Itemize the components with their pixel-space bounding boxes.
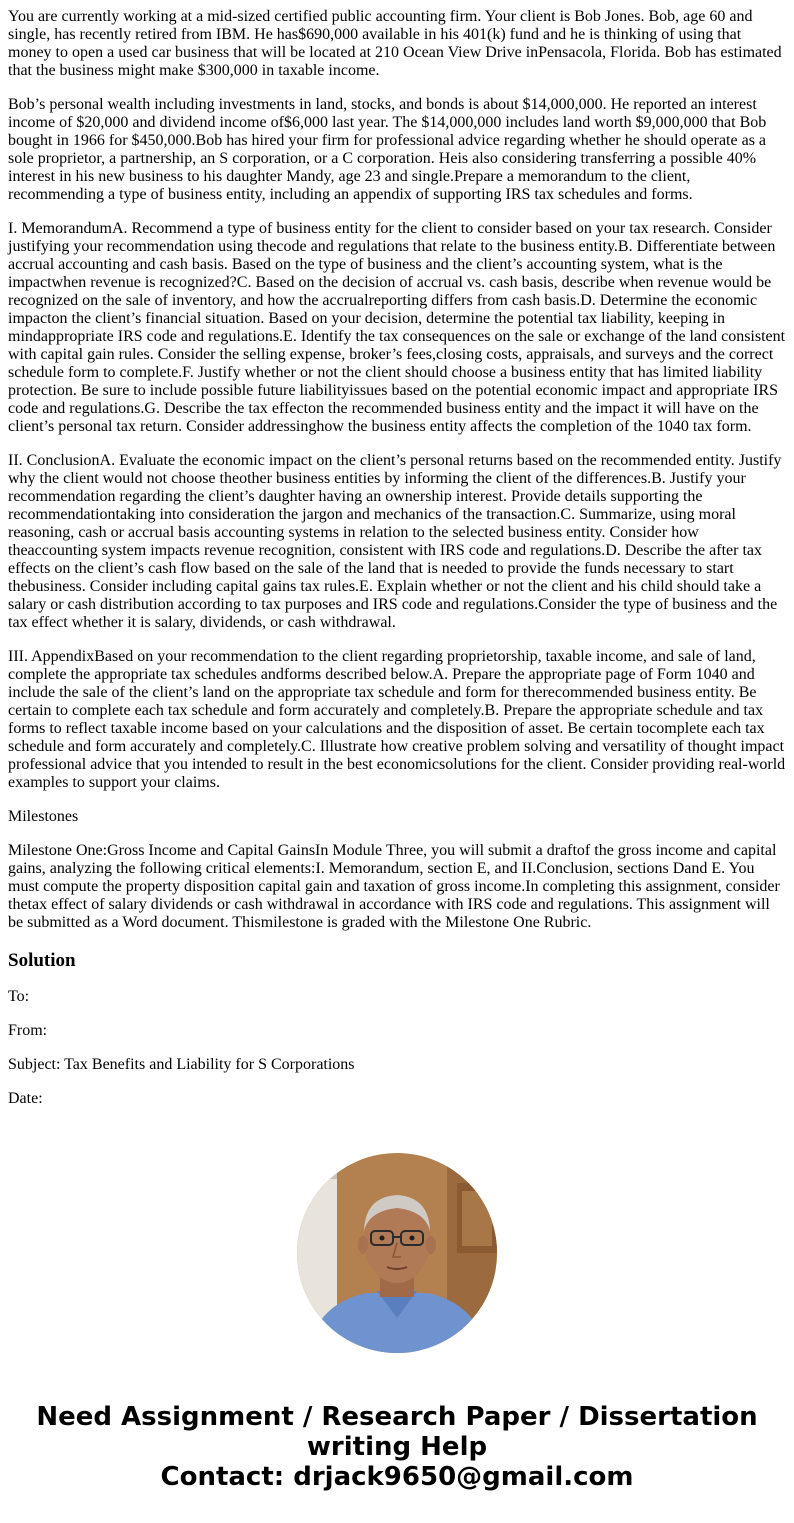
- memo-to: To:: [8, 988, 30, 1005]
- promo-line-1: Need Assignment / Research Paper / Dissertation: [36, 1402, 758, 1432]
- avatar-photo: [297, 1153, 497, 1353]
- document-body: [8, 0, 786, 1108]
- memo-from: From:: [8, 1022, 48, 1039]
- paragraph-scenario: You are currently working at a mid-sized certified public accounting firm. Your client is Bob Jones. Bob, age 60 and single, has recently retired from IBM. He has$690,000 available in his 401(k) fund and he is thinking of using that money to open a used car business that will be located at 210 Ocean View Drive inPensacola, Florida. Bob has estimated that the business might make $300,000 in taxable income.: [8, 8, 782, 79]
- paragraph-memorandum: I. MemorandumA. Recommend a type of business entity for the client to consider based on your tax research. Consider justifying your recommendation using thecode and regulations that relate to the business entity.B. Differentiate between accrual accounting and cash basis. Based on the type of business and the client’s accounting system, what is the impactwhen revenue is recognized?C. Based on the decision of accrual vs. cash basis, describe when revenue would be recognized on the sale of inventory, and how the accrualreporting differs from cash basis.D. Determine the economic impacton the client’s financial situation. Based on your decision, determine the potential tax liability, keeping in mindappropriate IRS code and regulations.E. Identify the tax consequences on the sale or exchange of the land consistent with capital gain rules. Consider the selling expense, broker’s fees,closing costs, appraisals, and surveys and the correct schedule form to complete.F. Justify whether or not the client should choose a business entity that has limited liability protection. Be sure to include possible future liabilityissues based on the potential economic impact and appropriate IRS code and regulations.G. Describe the tax effecton the recommended business entity and the impact it will have on the client’s personal tax return. Consider addressinghow the business entity affects the completion of the 1040 tax form.: [8, 220, 786, 435]
- solution-heading: Solution: [8, 950, 76, 971]
- promo-banner: [0, 1402, 794, 1492]
- promo-line-2: writing Help: [306, 1432, 488, 1462]
- paragraph-appendix: III. AppendixBased on your recommendation to the client regarding proprietorship, taxable income, and sale of land, complete the appropriate tax schedules andforms described below.A. Prepare the appropriate page of Form 1040 and include the sale of the client’s land on the appropriate tax schedule and form for therecommended business entity. Be certain to complete each tax schedule and form accurately and completely.B. Prepare the appropriate schedule and tax forms to reflect taxable income based on your calculations and the disposition of asset. Be certain tocomplete each tax schedule and form accurately and completely.C. Illustrate how creative problem solving and versatility of thought impact professional advice that you intended to result in the best economicsolutions for the client. Consider providing real-world examples to support your claims.: [8, 648, 786, 791]
- paragraph-wealth: Bob’s personal wealth including investments in land, stocks, and bonds is about $14,000,000. He reported an interest income of $20,000 and dividend income of$6,000 last year. The $14,000,000 includes land worth $9,000,000 that Bob bought in 1966 for $450,000.Bob has hired your firm for professional advice regarding whether he should operate as a sole proprietor, a partnership, an S corporation, or a C corporation. Heis also considering transferring a possible 40% interest in his new business to his daughter Mandy, age 23 and single.Prepare a memorandum to the client, recommending a type of business entity, including an appendix of supporting IRS tax schedules and forms.: [8, 96, 767, 203]
- promo-contact: Contact: drjack9650@gmail.com: [160, 1462, 634, 1492]
- memo-subject: Subject: Tax Benefits and Liability for S Corporations: [8, 1056, 355, 1073]
- paragraph-milestone-one: Milestone One:Gross Income and Capital GainsIn Module Three, you will submit a draftof the gross income and capital gains, analyzing the following critical elements:I. Memorandum, section E, and II.Conclusion, sections Dand E. You must compute the property disposition capital gain and taxation of gross income.In completing this assignment, consider thetax effect of salary dividends or cash withdrawal in accordance with IRS code and regulations. This assignment will be submitted as a Word document. Thismilestone is graded with the Milestone One Rubric.: [8, 842, 780, 931]
- memo-date: Date:: [8, 1090, 43, 1107]
- avatar: [297, 1153, 497, 1353]
- paragraph-milestones-heading: Milestones: [8, 808, 79, 825]
- paragraph-conclusion: II. ConclusionA. Evaluate the economic impact on the client’s personal returns based on the recommended entity. Justify why the client would not choose theother business entities by informing the client of the differences.B. Justify your recommendation regarding the client’s daughter having an ownership interest. Provide details supporting the recommendationtaking into consideration the jargon and mechanics of the transaction.C. Summarize, using moral reasoning, cash or accrual basis accounting systems in relation to the selected business entity. Consider how theaccounting system impacts revenue recognition, consistent with IRS code and regulations.D. Describe the after tax effects on the client’s cash flow based on the sale of the land that is needed to provide the funds necessary to start thebusiness. Consider including capital gains tax rules.E. Explain whether or not the client and his child should take a salary or cash distribution according to tax purposes and IRS code and regulations.Consider the type of business and the tax effect whether it is salary, dividends, or cash withdrawal.: [8, 452, 782, 631]
